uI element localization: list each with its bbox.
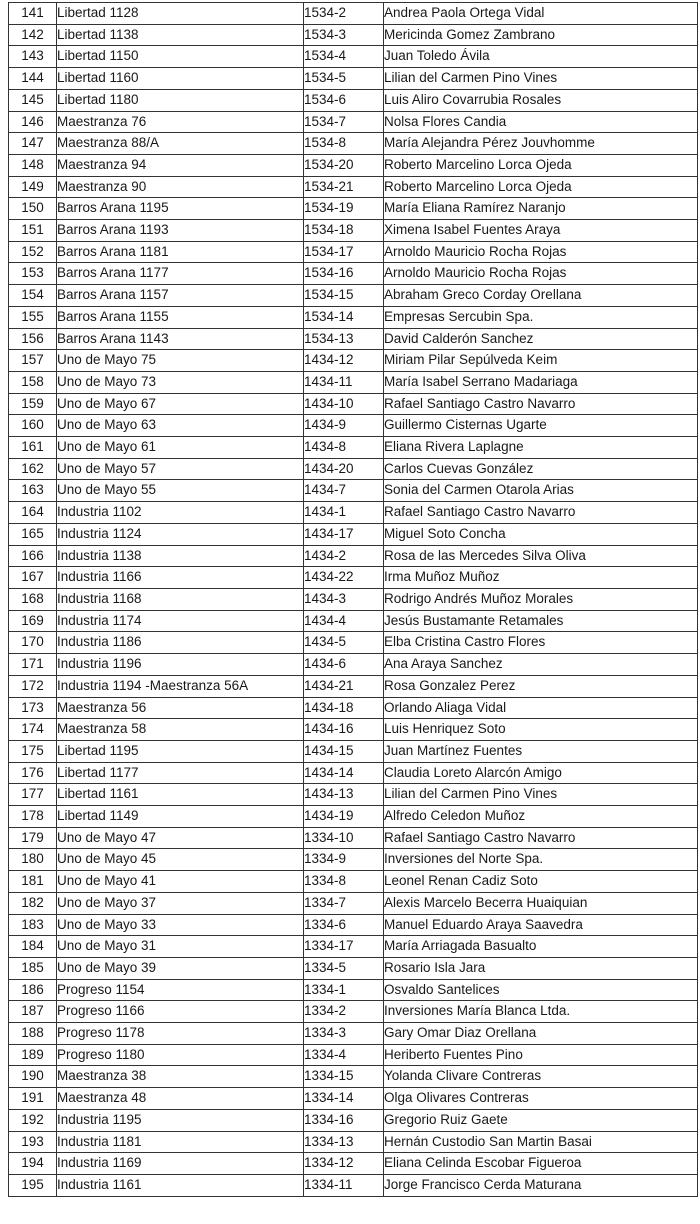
- table-row: [9, 68, 698, 90]
- roll-code-cell: 1534-18: [304, 220, 384, 242]
- owner-name-cell: Guillermo Cisternas Ugarte: [384, 415, 698, 437]
- table-row: [9, 719, 698, 741]
- owner-name-cell: Roberto Marcelino Lorca Ojeda: [384, 176, 698, 198]
- address-cell: Uno de Mayo 75: [57, 350, 304, 372]
- table-row: [9, 1153, 698, 1175]
- address-cell: Libertad 1150: [57, 46, 304, 68]
- owner-name-cell: Gregorio Ruiz Gaete: [384, 1109, 698, 1131]
- owner-name-cell: Gary Omar Diaz Orellana: [384, 1023, 698, 1045]
- owner-name-cell: Andrea Paola Ortega Vidal: [384, 3, 698, 25]
- table-row: [9, 198, 698, 220]
- table-row: [9, 827, 698, 849]
- address-cell: Progreso 1180: [57, 1044, 304, 1066]
- table-row: [9, 567, 698, 589]
- owner-name-cell: María Arriagada Basualto: [384, 936, 698, 958]
- owner-name-cell: Luis Aliro Covarrubia Rosales: [384, 89, 698, 111]
- row-number-cell: 146: [9, 111, 57, 133]
- roll-code-cell: 1334-11: [304, 1174, 384, 1196]
- roll-code-cell: 1434-10: [304, 393, 384, 415]
- address-cell: Uno de Mayo 33: [57, 914, 304, 936]
- address-cell: Libertad 1138: [57, 24, 304, 46]
- table-row: [9, 588, 698, 610]
- row-number-cell: 172: [9, 675, 57, 697]
- owner-name-cell: Rafael Santiago Castro Navarro: [384, 393, 698, 415]
- row-number-cell: 179: [9, 827, 57, 849]
- row-number-cell: 180: [9, 849, 57, 871]
- address-cell: Uno de Mayo 41: [57, 871, 304, 893]
- roll-code-cell: 1334-12: [304, 1153, 384, 1175]
- table-row: [9, 545, 698, 567]
- roll-code-cell: 1534-17: [304, 241, 384, 263]
- row-number-cell: 165: [9, 523, 57, 545]
- owner-name-cell: Elba Cristina Castro Flores: [384, 632, 698, 654]
- row-number-cell: 168: [9, 588, 57, 610]
- owner-name-cell: Hernán Custodio San Martin Basai: [384, 1131, 698, 1153]
- owner-name-cell: Roberto Marcelino Lorca Ojeda: [384, 154, 698, 176]
- table-row: [9, 784, 698, 806]
- owner-name-cell: Heriberto Fuentes Pino: [384, 1044, 698, 1066]
- address-cell: Maestranza 48: [57, 1088, 304, 1110]
- roll-code-cell: 1434-15: [304, 740, 384, 762]
- table-row: [9, 762, 698, 784]
- row-number-cell: 178: [9, 806, 57, 828]
- row-number-cell: 190: [9, 1066, 57, 1088]
- row-number-cell: 164: [9, 502, 57, 524]
- row-number-cell: 175: [9, 740, 57, 762]
- table-row: [9, 241, 698, 263]
- owner-name-cell: Carlos Cuevas González: [384, 458, 698, 480]
- owner-name-cell: David Calderón Sanchez: [384, 328, 698, 350]
- address-cell: Uno de Mayo 67: [57, 393, 304, 415]
- table-row: [9, 415, 698, 437]
- owner-name-cell: Jorge Francisco Cerda Maturana: [384, 1174, 698, 1196]
- owner-name-cell: Inversiones María Blanca Ltda.: [384, 1001, 698, 1023]
- address-cell: Maestranza 94: [57, 154, 304, 176]
- owner-name-cell: Juan Toledo Ávila: [384, 46, 698, 68]
- address-cell: Libertad 1177: [57, 762, 304, 784]
- table-row: [9, 89, 698, 111]
- address-cell: Maestranza 58: [57, 719, 304, 741]
- row-number-cell: 162: [9, 458, 57, 480]
- roll-code-cell: 1534-4: [304, 46, 384, 68]
- address-cell: Barros Arana 1143: [57, 328, 304, 350]
- address-cell: Progreso 1178: [57, 1023, 304, 1045]
- address-cell: Maestranza 56: [57, 697, 304, 719]
- row-number-cell: 152: [9, 241, 57, 263]
- table-row: [9, 328, 698, 350]
- address-cell: Libertad 1180: [57, 89, 304, 111]
- roll-code-cell: 1534-14: [304, 306, 384, 328]
- row-number-cell: 149: [9, 176, 57, 198]
- row-number-cell: 167: [9, 567, 57, 589]
- owner-name-cell: Eliana Celinda Escobar Figueroa: [384, 1153, 698, 1175]
- row-number-cell: 177: [9, 784, 57, 806]
- table-row: [9, 610, 698, 632]
- row-number-cell: 150: [9, 198, 57, 220]
- row-number-cell: 188: [9, 1023, 57, 1045]
- owner-name-cell: María Isabel Serrano Madariaga: [384, 371, 698, 393]
- table-row: [9, 697, 698, 719]
- roll-code-cell: 1434-7: [304, 480, 384, 502]
- roll-code-cell: 1534-21: [304, 176, 384, 198]
- table-row: [9, 892, 698, 914]
- roll-code-cell: 1534-16: [304, 263, 384, 285]
- owner-name-cell: Arnoldo Mauricio Rocha Rojas: [384, 241, 698, 263]
- row-number-cell: 192: [9, 1109, 57, 1131]
- row-number-cell: 174: [9, 719, 57, 741]
- address-cell: Uno de Mayo 63: [57, 415, 304, 437]
- roll-code-cell: 1534-19: [304, 198, 384, 220]
- row-number-cell: 142: [9, 24, 57, 46]
- roll-code-cell: 1434-20: [304, 458, 384, 480]
- table-body: [9, 3, 698, 1197]
- owner-name-cell: Alfredo Celedon Muñoz: [384, 806, 698, 828]
- address-cell: Industria 1124: [57, 523, 304, 545]
- table-row: [9, 111, 698, 133]
- owner-name-cell: Luis Henriquez Soto: [384, 719, 698, 741]
- roll-code-cell: 1334-5: [304, 957, 384, 979]
- table-row: [9, 1066, 698, 1088]
- address-cell: Maestranza 88/A: [57, 133, 304, 155]
- owner-name-cell: Claudia Loreto Alarcón Amigo: [384, 762, 698, 784]
- roll-code-cell: 1334-1: [304, 979, 384, 1001]
- roll-code-cell: 1434-6: [304, 654, 384, 676]
- row-number-cell: 170: [9, 632, 57, 654]
- row-number-cell: 143: [9, 46, 57, 68]
- roll-code-cell: 1434-9: [304, 415, 384, 437]
- owner-name-cell: Olga Olivares Contreras: [384, 1088, 698, 1110]
- table-row: [9, 1109, 698, 1131]
- owner-name-cell: Juan Martínez Fuentes: [384, 740, 698, 762]
- roll-code-cell: 1434-22: [304, 567, 384, 589]
- table-row: [9, 3, 698, 25]
- row-number-cell: 171: [9, 654, 57, 676]
- row-number-cell: 195: [9, 1174, 57, 1196]
- owner-name-cell: Lilian del Carmen Pino Vines: [384, 784, 698, 806]
- table-row: [9, 393, 698, 415]
- roll-code-cell: 1434-13: [304, 784, 384, 806]
- row-number-cell: 194: [9, 1153, 57, 1175]
- property-roll-table: [8, 2, 698, 1197]
- address-cell: Libertad 1160: [57, 68, 304, 90]
- address-cell: Uno de Mayo 31: [57, 936, 304, 958]
- owner-name-cell: Yolanda Clivare Contreras: [384, 1066, 698, 1088]
- roll-code-cell: 1434-5: [304, 632, 384, 654]
- row-number-cell: 147: [9, 133, 57, 155]
- address-cell: Industria 1194 -Maestranza 56A: [57, 675, 304, 697]
- roll-code-cell: 1434-12: [304, 350, 384, 372]
- row-number-cell: 154: [9, 285, 57, 307]
- roll-code-cell: 1334-14: [304, 1088, 384, 1110]
- address-cell: Industria 1196: [57, 654, 304, 676]
- address-cell: Uno de Mayo 39: [57, 957, 304, 979]
- row-number-cell: 155: [9, 306, 57, 328]
- table-row: [9, 437, 698, 459]
- row-number-cell: 159: [9, 393, 57, 415]
- row-number-cell: 156: [9, 328, 57, 350]
- table-row: [9, 220, 698, 242]
- row-number-cell: 185: [9, 957, 57, 979]
- table-row: [9, 1174, 698, 1196]
- roll-code-cell: 1434-3: [304, 588, 384, 610]
- table-row: [9, 914, 698, 936]
- owner-name-cell: Mericinda Gomez Zambrano: [384, 24, 698, 46]
- table-row: [9, 285, 698, 307]
- address-cell: Barros Arana 1193: [57, 220, 304, 242]
- table-row: [9, 1023, 698, 1045]
- address-cell: Libertad 1195: [57, 740, 304, 762]
- roll-code-cell: 1334-13: [304, 1131, 384, 1153]
- address-cell: Uno de Mayo 45: [57, 849, 304, 871]
- row-number-cell: 169: [9, 610, 57, 632]
- owner-name-cell: Nolsa Flores Candia: [384, 111, 698, 133]
- table-row: [9, 871, 698, 893]
- roll-code-cell: 1534-15: [304, 285, 384, 307]
- owner-name-cell: Miriam Pilar Sepúlveda Keim: [384, 350, 698, 372]
- address-cell: Uno de Mayo 55: [57, 480, 304, 502]
- row-number-cell: 161: [9, 437, 57, 459]
- address-cell: Industria 1138: [57, 545, 304, 567]
- row-number-cell: 176: [9, 762, 57, 784]
- owner-name-cell: Ana Araya Sanchez: [384, 654, 698, 676]
- row-number-cell: 158: [9, 371, 57, 393]
- roll-code-cell: 1534-13: [304, 328, 384, 350]
- roll-code-cell: 1434-1: [304, 502, 384, 524]
- row-number-cell: 184: [9, 936, 57, 958]
- owner-name-cell: Rosa de las Mercedes Silva Oliva: [384, 545, 698, 567]
- table-row: [9, 133, 698, 155]
- roll-code-cell: 1434-8: [304, 437, 384, 459]
- owner-name-cell: Jesús Bustamante Retamales: [384, 610, 698, 632]
- owner-name-cell: Rafael Santiago Castro Navarro: [384, 502, 698, 524]
- roll-code-cell: 1334-8: [304, 871, 384, 893]
- roll-code-cell: 1534-3: [304, 24, 384, 46]
- address-cell: Industria 1195: [57, 1109, 304, 1131]
- row-number-cell: 186: [9, 979, 57, 1001]
- address-cell: Barros Arana 1157: [57, 285, 304, 307]
- owner-name-cell: Inversiones del Norte Spa.: [384, 849, 698, 871]
- address-cell: Barros Arana 1155: [57, 306, 304, 328]
- address-cell: Industria 1168: [57, 588, 304, 610]
- table-row: [9, 654, 698, 676]
- owner-name-cell: Empresas Sercubin Spa.: [384, 306, 698, 328]
- roll-code-cell: 1434-11: [304, 371, 384, 393]
- row-number-cell: 173: [9, 697, 57, 719]
- row-number-cell: 181: [9, 871, 57, 893]
- row-number-cell: 144: [9, 68, 57, 90]
- table-row: [9, 263, 698, 285]
- owner-name-cell: Alexis Marcelo Becerra Huaiquian: [384, 892, 698, 914]
- owner-name-cell: Abraham Greco Corday Orellana: [384, 285, 698, 307]
- roll-code-cell: 1534-6: [304, 89, 384, 111]
- address-cell: Progreso 1154: [57, 979, 304, 1001]
- roll-code-cell: 1334-2: [304, 1001, 384, 1023]
- roll-code-cell: 1334-16: [304, 1109, 384, 1131]
- table-row: [9, 675, 698, 697]
- row-number-cell: 183: [9, 914, 57, 936]
- address-cell: Industria 1186: [57, 632, 304, 654]
- owner-name-cell: Ximena Isabel Fuentes Araya: [384, 220, 698, 242]
- address-cell: Maestranza 76: [57, 111, 304, 133]
- address-cell: Progreso 1166: [57, 1001, 304, 1023]
- table-row: [9, 849, 698, 871]
- roll-code-cell: 1434-2: [304, 545, 384, 567]
- owner-name-cell: Rafael Santiago Castro Navarro: [384, 827, 698, 849]
- address-cell: Maestranza 90: [57, 176, 304, 198]
- owner-name-cell: Arnoldo Mauricio Rocha Rojas: [384, 263, 698, 285]
- address-cell: Uno de Mayo 61: [57, 437, 304, 459]
- owner-name-cell: Irma Muñoz Muñoz: [384, 567, 698, 589]
- row-number-cell: 189: [9, 1044, 57, 1066]
- row-number-cell: 141: [9, 3, 57, 25]
- table-row: [9, 1088, 698, 1110]
- roll-code-cell: 1434-21: [304, 675, 384, 697]
- table-row: [9, 632, 698, 654]
- row-number-cell: 153: [9, 263, 57, 285]
- address-cell: Libertad 1149: [57, 806, 304, 828]
- roll-code-cell: 1434-19: [304, 806, 384, 828]
- address-cell: Industria 1174: [57, 610, 304, 632]
- owner-name-cell: María Eliana Ramírez Naranjo: [384, 198, 698, 220]
- table-row: [9, 1044, 698, 1066]
- row-number-cell: 151: [9, 220, 57, 242]
- address-cell: Industria 1169: [57, 1153, 304, 1175]
- table-row: [9, 1131, 698, 1153]
- address-cell: Uno de Mayo 73: [57, 371, 304, 393]
- roll-code-cell: 1334-4: [304, 1044, 384, 1066]
- roll-code-cell: 1334-9: [304, 849, 384, 871]
- owner-name-cell: Orlando Aliaga Vidal: [384, 697, 698, 719]
- table-row: [9, 371, 698, 393]
- address-cell: Industria 1161: [57, 1174, 304, 1196]
- row-number-cell: 191: [9, 1088, 57, 1110]
- roll-code-cell: 1534-20: [304, 154, 384, 176]
- roll-code-cell: 1334-15: [304, 1066, 384, 1088]
- row-number-cell: 193: [9, 1131, 57, 1153]
- roll-code-cell: 1534-5: [304, 68, 384, 90]
- owner-name-cell: Eliana Rivera Laplagne: [384, 437, 698, 459]
- roll-code-cell: 1434-18: [304, 697, 384, 719]
- address-cell: Uno de Mayo 57: [57, 458, 304, 480]
- owner-name-cell: Osvaldo Santelices: [384, 979, 698, 1001]
- row-number-cell: 182: [9, 892, 57, 914]
- owner-name-cell: Miguel Soto Concha: [384, 523, 698, 545]
- roll-code-cell: 1534-8: [304, 133, 384, 155]
- roll-code-cell: 1434-17: [304, 523, 384, 545]
- roll-code-cell: 1334-10: [304, 827, 384, 849]
- table-row: [9, 480, 698, 502]
- owner-name-cell: Rosa Gonzalez Perez: [384, 675, 698, 697]
- roll-code-cell: 1334-3: [304, 1023, 384, 1045]
- roll-code-cell: 1534-2: [304, 3, 384, 25]
- owner-name-cell: Lilian del Carmen Pino Vines: [384, 68, 698, 90]
- table-row: [9, 24, 698, 46]
- owner-name-cell: Sonia del Carmen Otarola Arias: [384, 480, 698, 502]
- table-row: [9, 1001, 698, 1023]
- address-cell: Maestranza 38: [57, 1066, 304, 1088]
- row-number-cell: 160: [9, 415, 57, 437]
- table-row: [9, 523, 698, 545]
- row-number-cell: 166: [9, 545, 57, 567]
- address-cell: Industria 1166: [57, 567, 304, 589]
- table-row: [9, 458, 698, 480]
- table-row: [9, 979, 698, 1001]
- roll-code-cell: 1334-7: [304, 892, 384, 914]
- table-row: [9, 350, 698, 372]
- table-row: [9, 806, 698, 828]
- table-row: [9, 306, 698, 328]
- address-cell: Uno de Mayo 37: [57, 892, 304, 914]
- address-cell: Libertad 1128: [57, 3, 304, 25]
- roll-code-cell: 1334-6: [304, 914, 384, 936]
- roll-code-cell: 1434-16: [304, 719, 384, 741]
- roll-code-cell: 1434-14: [304, 762, 384, 784]
- owner-name-cell: María Alejandra Pérez Jouvhomme: [384, 133, 698, 155]
- address-cell: Barros Arana 1195: [57, 198, 304, 220]
- table-row: [9, 957, 698, 979]
- address-cell: Uno de Mayo 47: [57, 827, 304, 849]
- row-number-cell: 187: [9, 1001, 57, 1023]
- roll-code-cell: 1534-7: [304, 111, 384, 133]
- row-number-cell: 145: [9, 89, 57, 111]
- table-row: [9, 740, 698, 762]
- table-row: [9, 176, 698, 198]
- owner-name-cell: Leonel Renan Cadiz Soto: [384, 871, 698, 893]
- table-row: [9, 502, 698, 524]
- owner-name-cell: Manuel Eduardo Araya Saavedra: [384, 914, 698, 936]
- owner-name-cell: Rosario Isla Jara: [384, 957, 698, 979]
- roll-code-cell: 1434-4: [304, 610, 384, 632]
- address-cell: Barros Arana 1177: [57, 263, 304, 285]
- row-number-cell: 148: [9, 154, 57, 176]
- table-row: [9, 154, 698, 176]
- owner-name-cell: Rodrigo Andrés Muñoz Morales: [384, 588, 698, 610]
- address-cell: Industria 1102: [57, 502, 304, 524]
- roll-code-cell: 1334-17: [304, 936, 384, 958]
- row-number-cell: 157: [9, 350, 57, 372]
- table-row: [9, 46, 698, 68]
- table-row: [9, 936, 698, 958]
- address-cell: Libertad 1161: [57, 784, 304, 806]
- address-cell: Industria 1181: [57, 1131, 304, 1153]
- row-number-cell: 163: [9, 480, 57, 502]
- address-cell: Barros Arana 1181: [57, 241, 304, 263]
